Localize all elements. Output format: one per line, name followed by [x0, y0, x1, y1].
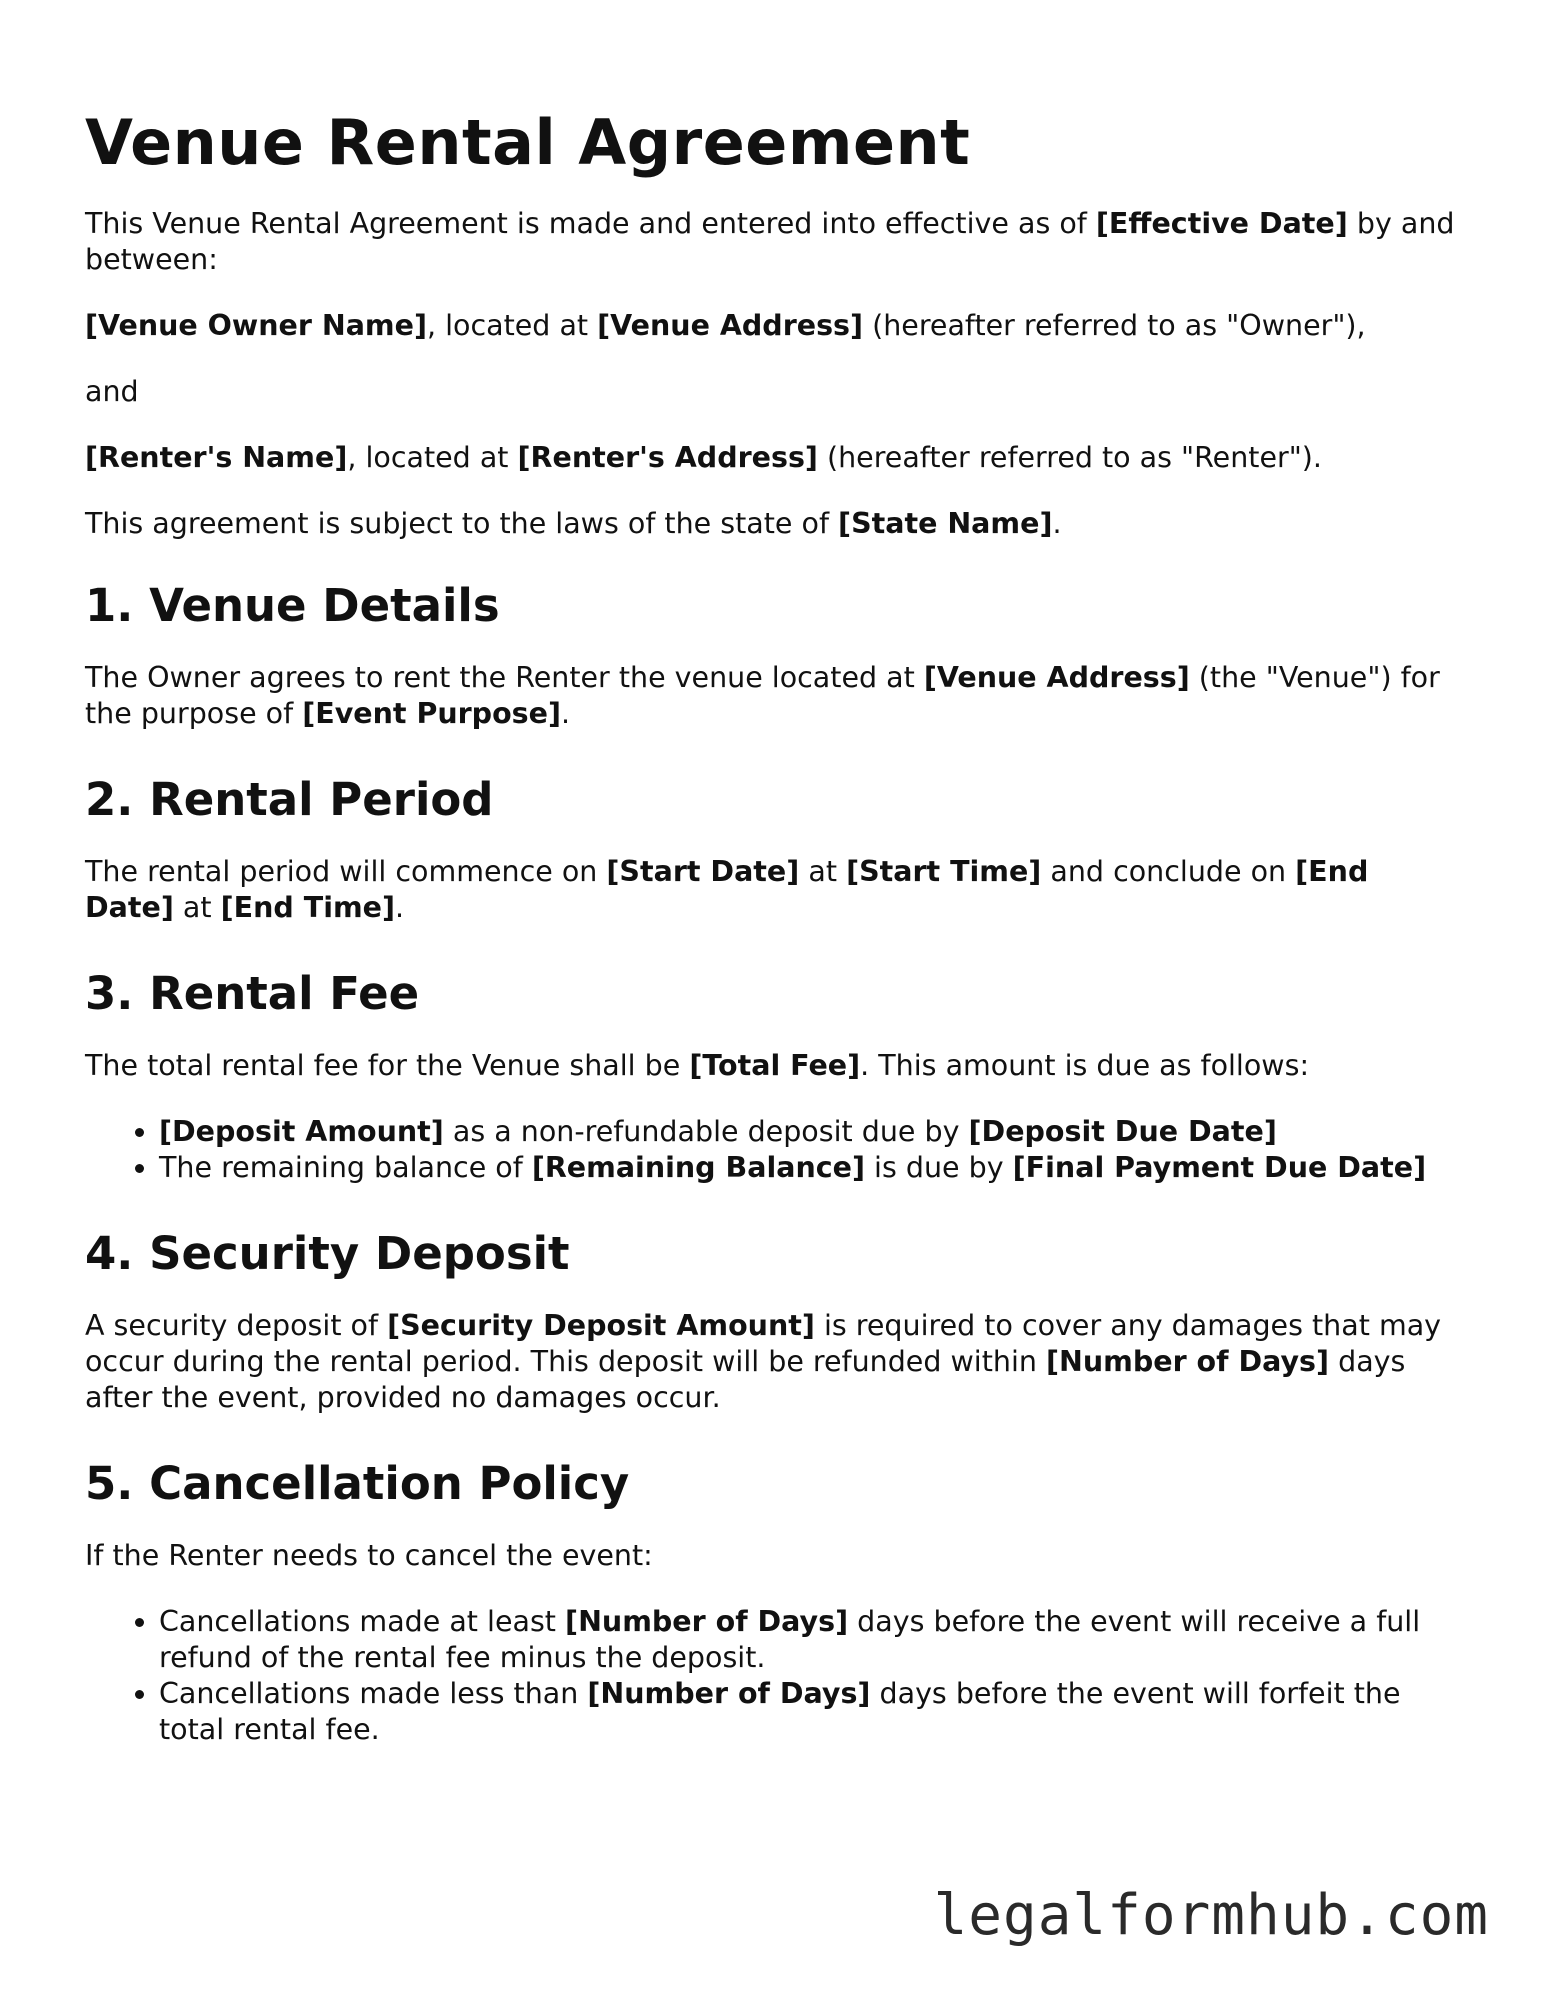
list-text: as a non-refundable deposit due by	[443, 1115, 969, 1148]
governing-law-paragraph	[85, 506, 1465, 542]
payment-schedule-list	[85, 1114, 1465, 1186]
renter-paragraph	[85, 440, 1465, 476]
start-date-placeholder: [Start Date]	[606, 855, 800, 888]
effective-date-placeholder: [Effective Date]	[1095, 207, 1348, 240]
section-text: .	[560, 697, 571, 730]
section-text: The rental period will commence on	[85, 855, 607, 888]
section-heading-rental-fee: 3. Rental Fee	[85, 967, 420, 1020]
section-text: at	[799, 855, 847, 888]
law-text: This agreement is subject to the laws of the state of	[85, 507, 839, 540]
owner-text: (hereafter referred to as "Owner"),	[863, 309, 1366, 342]
final-payment-due-date-placeholder: [Final Payment Due Date]	[1012, 1151, 1427, 1184]
section-text: is required to cover any damages that may occur during the rental period. This deposit will be refunded within	[85, 1309, 1442, 1378]
number-of-days-placeholder: [Number of Days]	[587, 1677, 871, 1710]
rental-period-paragraph	[85, 854, 1465, 926]
list-text: Cancellations made less than	[159, 1677, 588, 1710]
list-text: days before the event will receive a full refund of the rental fee minus the deposit.	[159, 1605, 1421, 1674]
section-heading-security-deposit: 4. Security Deposit	[85, 1227, 570, 1280]
event-purpose-placeholder: [Event Purpose]	[302, 697, 561, 730]
document-page	[85, 0, 1465, 1788]
section-text: .	[395, 891, 405, 924]
section-text: The total rental fee for the Venue shall be	[85, 1049, 690, 1082]
document-title: Venue Rental Agreement	[85, 106, 971, 179]
section-text: and conclude on	[1041, 855, 1296, 888]
intro-text: This Venue Rental Agreement is made and entered into effective as of	[85, 207, 1096, 240]
owner-text: , located at	[426, 309, 598, 342]
list-text: is due by	[865, 1151, 1013, 1184]
owner-name-placeholder: [Venue Owner Name]	[85, 309, 427, 342]
section-heading-cancellation-policy: 5. Cancellation Policy	[85, 1457, 630, 1510]
watermark-text: legalformhub.com	[933, 1883, 1489, 1948]
list-item	[159, 1114, 1465, 1150]
intro-effective-paragraph	[85, 206, 1465, 278]
section-text: days after the event, provided no damages occur.	[85, 1345, 1406, 1414]
section-text: The Owner agrees to rent the Renter the venue located at	[85, 661, 924, 694]
end-date-placeholder: [End Date]	[85, 855, 1369, 924]
list-text: Cancellations made at least	[159, 1605, 566, 1638]
venue-address-placeholder: [Venue Address]	[923, 661, 1190, 694]
renter-name-placeholder: [Renter's Name]	[85, 441, 348, 474]
section-text: . This amount is due as follows:	[860, 1049, 1310, 1082]
list-item	[159, 1150, 1465, 1186]
number-of-days-placeholder: [Number of Days]	[1045, 1345, 1330, 1378]
cancellation-intro-paragraph: If the Renter needs to cancel the event:	[85, 1539, 653, 1572]
number-of-days-placeholder: [Number of Days]	[565, 1605, 849, 1638]
and-paragraph: and	[85, 375, 139, 408]
list-text: The remaining balance of	[159, 1151, 532, 1184]
venue-details-paragraph	[85, 660, 1465, 732]
security-deposit-paragraph	[85, 1308, 1465, 1416]
end-time-placeholder: [End Time]	[220, 891, 396, 924]
intro-text: by and between:	[85, 207, 1455, 276]
law-text: .	[1052, 507, 1062, 540]
deposit-amount-placeholder: [Deposit Amount]	[159, 1115, 444, 1148]
total-fee-placeholder: [Total Fee]	[689, 1049, 861, 1082]
section-heading-venue-details: 1. Venue Details	[85, 579, 500, 632]
state-name-placeholder: [State Name]	[838, 507, 1053, 540]
section-text: at	[173, 891, 221, 924]
rental-fee-paragraph	[85, 1048, 1465, 1084]
venue-address-placeholder: [Venue Address]	[597, 309, 864, 342]
cancellation-list	[85, 1604, 1465, 1748]
section-text: (the "Venue") for the purpose of	[85, 661, 1440, 730]
section-text: A security deposit of	[85, 1309, 388, 1342]
section-heading-rental-period: 2. Rental Period	[85, 773, 494, 826]
deposit-due-date-placeholder: [Deposit Due Date]	[968, 1115, 1277, 1148]
start-time-placeholder: [Start Time]	[846, 855, 1042, 888]
remaining-balance-placeholder: [Remaining Balance]	[531, 1151, 865, 1184]
renter-text: , located at	[347, 441, 518, 474]
security-deposit-amount-placeholder: [Security Deposit Amount]	[387, 1309, 815, 1342]
renter-address-placeholder: [Renter's Address]	[517, 441, 818, 474]
renter-text: (hereafter referred to as "Renter").	[817, 441, 1322, 474]
list-item	[159, 1604, 1465, 1676]
owner-paragraph	[85, 308, 1465, 344]
list-item	[159, 1676, 1465, 1748]
list-text: days before the event will forfeit the total rental fee.	[159, 1677, 1401, 1746]
